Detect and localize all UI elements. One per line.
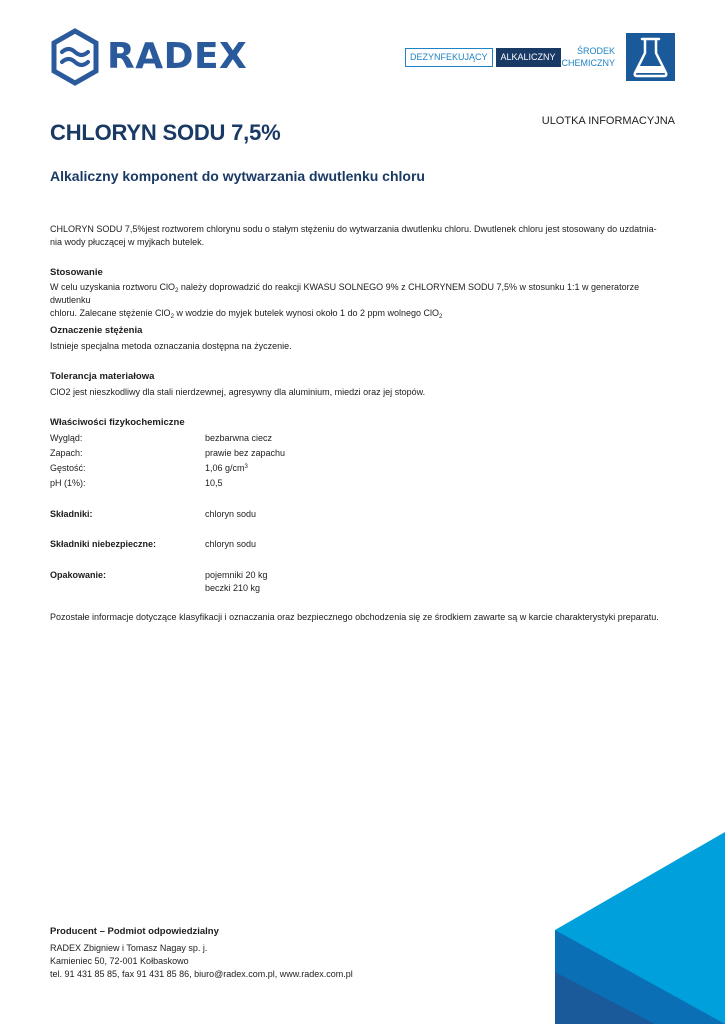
ingredients-row (50, 508, 256, 521)
product-title: CHLORYN SODU 7,5% (50, 120, 281, 145)
product-badges (405, 48, 561, 67)
category-line-1: ŚRODEK (576, 46, 615, 56)
ingredients-label: Składniki: (50, 509, 93, 519)
usage-line-1: W celu uzyskania roztworu ClO$_2$ należy doprowadzić do reakcji KWASU SOLNEGO 9% z CHLORYNEM SODU 7,5% w stosunku 1:1 w generatorze dwutlenku (50, 282, 640, 305)
property-value: 1,06 $g/cm^3$ (205, 463, 248, 473)
flask-icon (626, 33, 675, 81)
packaging-label: Opakowanie: (50, 570, 107, 580)
badge-alkaline: ALKALICZNY (496, 48, 561, 67)
packaging-value-2: beczki 210 kg (205, 583, 261, 593)
radex-logo (50, 28, 247, 86)
property-value: 10,5 (205, 478, 223, 488)
badge-disinfecting: DEZYNFEKUJĄCY (405, 48, 493, 67)
tolerance-text: ClO2 jest nieszkodliwy dla stali nierdzewnej, agresywny dla aluminium, miedzi oraz jej stopów. (50, 387, 426, 397)
packaging-values (205, 569, 268, 595)
usage-heading: Stosowanie (50, 267, 103, 278)
concentration-text: Istnieje specjalna metoda oznaczania dostępna na życzenie. (50, 341, 292, 351)
concentration-heading: Oznaczenie stężenia (50, 325, 143, 336)
ingredients-value: chloryn sodu (205, 509, 257, 519)
intro-line-2: nia wody płuczącej w myjkach butelek. (50, 237, 205, 247)
property-row (50, 432, 272, 445)
radex-hexagon-icon (50, 28, 100, 86)
corner-decoration (555, 832, 725, 1024)
packaging-value-1: pojemniki 20 kg (205, 570, 268, 580)
hazardous-row (50, 538, 256, 551)
category-label (560, 45, 615, 69)
property-label: Zapach: (50, 448, 83, 458)
category-line-2: CHEMICZNY (561, 58, 615, 68)
producer-contact: tel. 91 431 85 85, fax 91 431 85 86, biuro@radex.com.pl, www.radex.com.pl (50, 969, 353, 979)
producer-heading: Producent – Podmiot odpowiedzialny (50, 926, 219, 937)
leaflet-label: ULOTKA INFORMACYJNA (541, 115, 675, 127)
producer-address: Kamieniec 50, 72-001 Kołbaskowo (50, 956, 189, 966)
property-value: prawie bez zapachu (205, 448, 286, 458)
property-row (50, 477, 223, 490)
hazardous-value: chloryn sodu (205, 539, 257, 549)
intro-paragraph (50, 223, 675, 249)
property-value: bezbarwna ciecz (205, 433, 273, 443)
hazardous-label: Składniki niebezpieczne: (50, 539, 157, 549)
property-label: pH (1%): (50, 478, 86, 488)
closing-note: Pozostałe informacje dotyczące klasyfikacji i oznaczania oraz bezpiecznego obchodzenia się ze środkiem zawarte są w karcie charakterystyki preparatu. (50, 612, 659, 622)
properties-heading: Właściwości fizykochemiczne (50, 417, 185, 428)
producer-name: RADEX Zbigniew i Tomasz Nagay sp. j. (50, 943, 208, 953)
packaging-row (50, 569, 268, 595)
category-icon-box (626, 33, 675, 81)
brand-name: RADEX (107, 36, 248, 77)
tolerance-heading: Tolerancja materiałowa (50, 371, 155, 382)
intro-line-1: CHLORYN SODU 7,5%jest roztworem chlorynu sodu o stałym stężeniu do wytwarzania dwutlenku chloru. Dwutlenek chloru jest stosowany do uzdatnia- (50, 224, 657, 234)
usage-line-2: chloru. Zalecane stężenie ClO$_2$ w wodzie do myjek butelek wynosi około 1 do 2 ppm wolnego ClO$_2$ (50, 308, 443, 320)
product-subtitle: Alkaliczny komponent do wytwarzania dwutlenku chloru (50, 168, 425, 184)
property-label: Gęstość: (50, 463, 86, 473)
property-row (50, 462, 248, 475)
property-row (50, 447, 285, 460)
usage-paragraph (50, 281, 675, 320)
property-label: Wygląd: (50, 433, 83, 443)
